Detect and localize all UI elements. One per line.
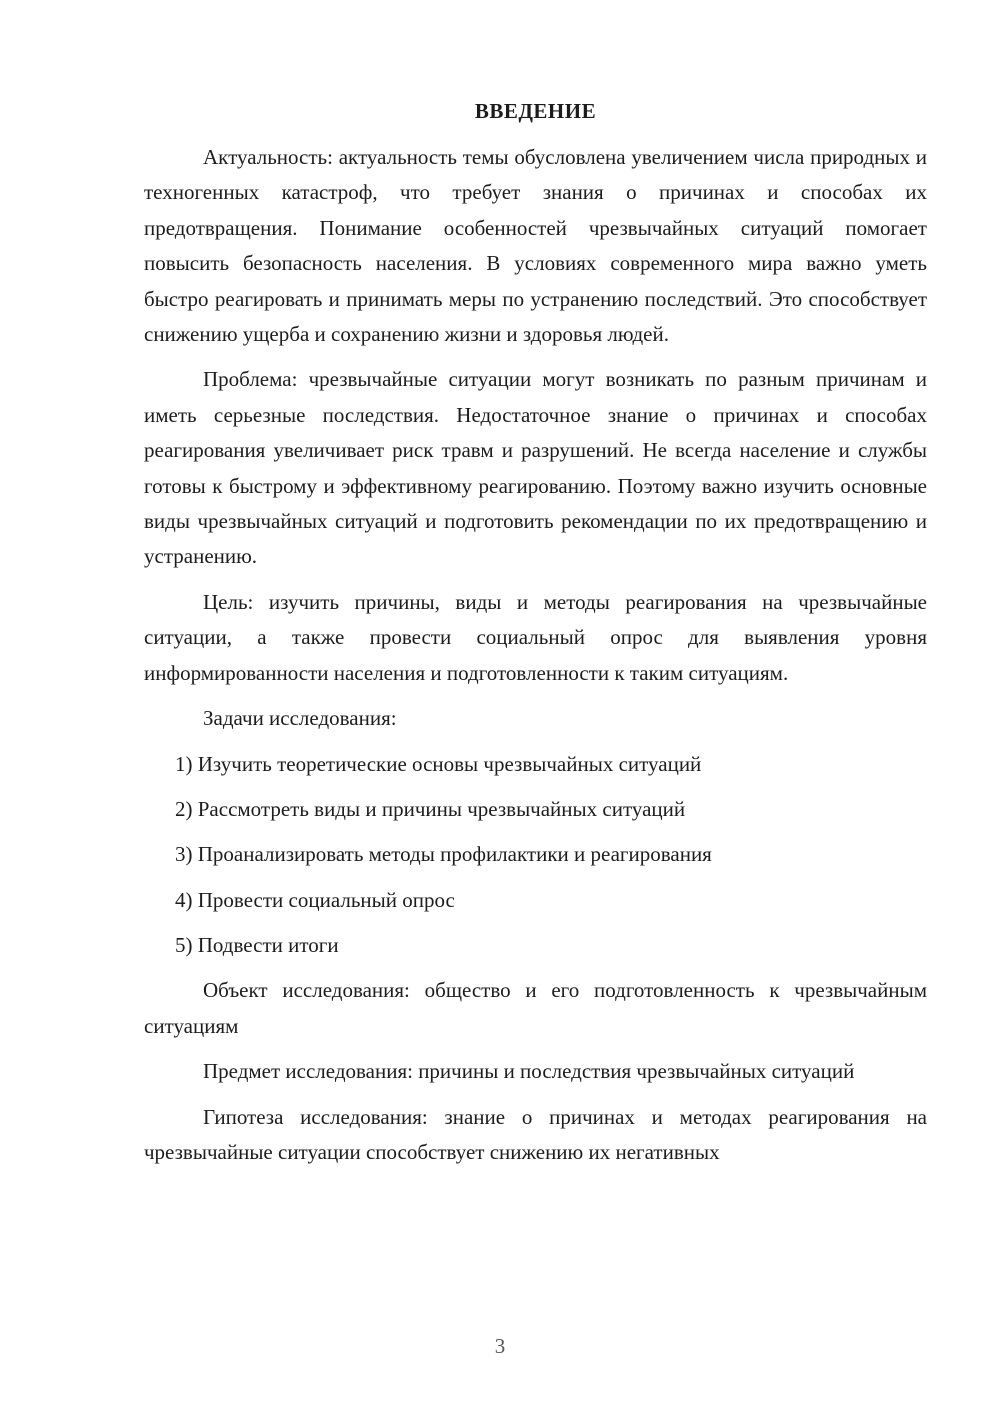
page-title: ВВЕДЕНИЕ (474, 99, 597, 123)
list-item: 3) Проанализировать методы профилактики и реагирования (175, 842, 712, 867)
list-item: 2) Рассмотреть виды и причины чрезвычайных ситуаций (175, 796, 686, 821)
list-item: 1) Изучить теоретические основы чрезвычайных ситуаций (175, 751, 702, 776)
paragraph-object: Объект исследования: общество и его подготовленность к чрезвычайным ситуациям (144, 978, 927, 1038)
list-item: 4) Провести социальный опрос (175, 887, 455, 912)
list-item: 5) Подвести итоги (175, 933, 339, 958)
paragraph-goal: Цель: изучить причины, виды и методы реагирования на чрезвычайные ситуации, а также провести социальный опрос для выявления уровня информированности населения и подготовленности к таким ситуациям. (144, 589, 927, 685)
paragraph-problem: Проблема: чрезвычайные ситуации могут возникать по разным причинам и иметь серьезные последствия. Недостаточное знание о причинах и способах реагирования увеличивает риск травм и разрушений. Не всегда население и службы готовы к быстрому и эффективному реагированию. Поэтому важно изучить основные виды чрезвычайных ситуаций и подготовить рекомендации по их предотвращению и устранению. (144, 367, 927, 569)
page-content (144, 96, 927, 1180)
tasks-list (144, 747, 927, 964)
tasks-heading: Задачи исследования: (203, 706, 397, 731)
paragraph-relevance: Актуальность: актуальность темы обусловлена увеличением числа природных и техногенных катастроф, что требует знания о причинах и способах их предотвращения. Понимание особенностей чрезвычайных ситуаций помогает повысить безопасность населения. В условиях современного мира важно уметь быстро реагировать и принимать меры по устранению последствий. Это способствует снижению ущерба и сохранению жизни и здоровья людей. (144, 145, 927, 347)
page-number: 3 (494, 1334, 506, 1358)
paragraph-subject: Предмет исследования: причины и последствия чрезвычайных ситуаций (203, 1059, 855, 1084)
paragraph-hypothesis: Гипотеза исследования: знание о причинах и методах реагирования на чрезвычайные ситуации способствует снижению их негативных (144, 1104, 927, 1165)
